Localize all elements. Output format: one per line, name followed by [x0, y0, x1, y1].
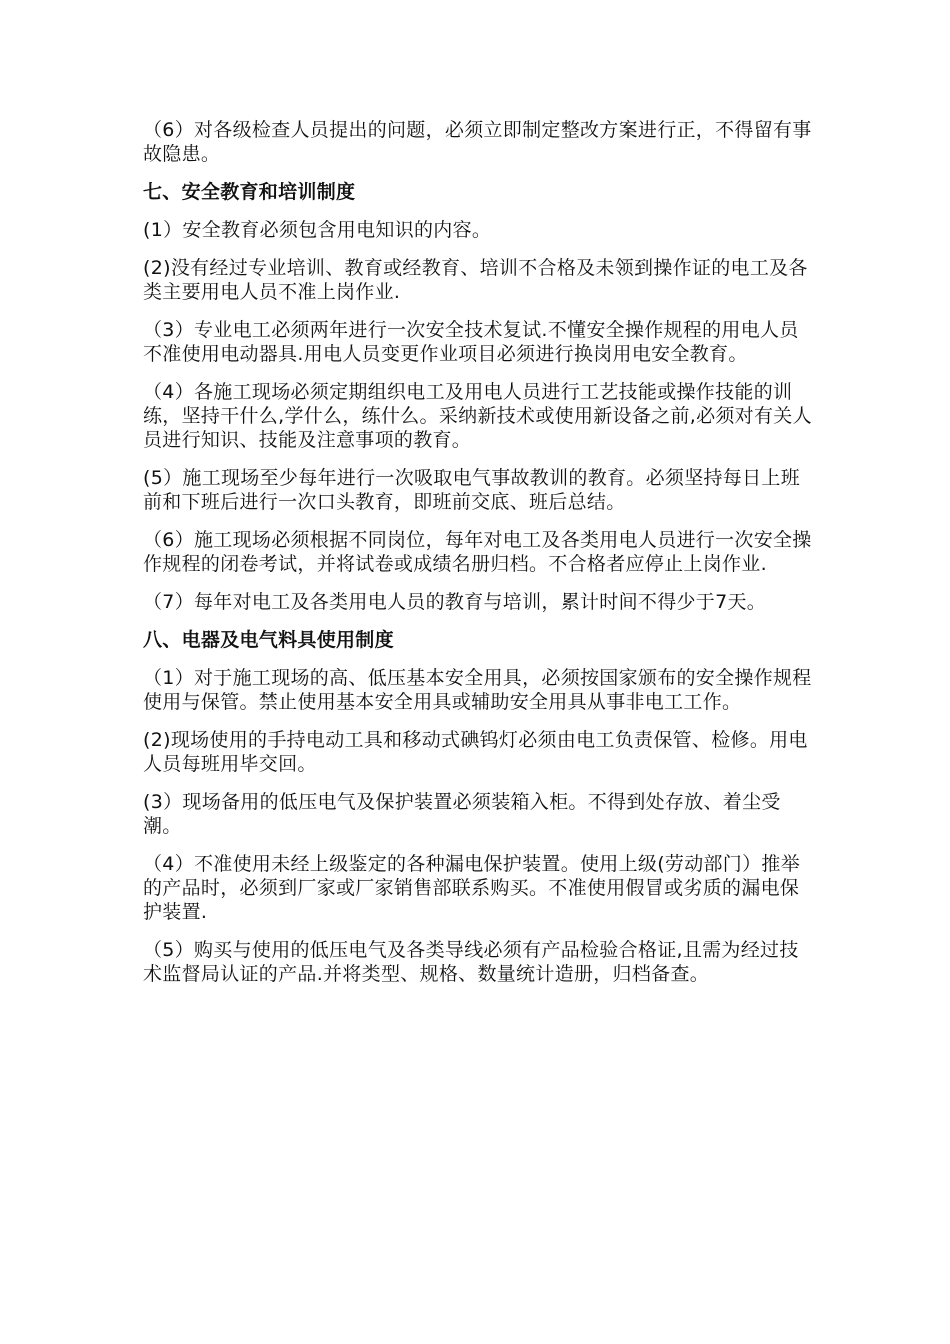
section7-item-3: （3）专业电工必须两年进行一次安全技术复试.不懂安全操作规程的用电人员不准使用电动器具.用电人员变更作业项目必须进行换岗用电安全教育。: [143, 319, 799, 365]
section7-item-7: （7）每年对电工及各类用电人员的教育与培训，累计时间不得少于7天。: [143, 591, 767, 613]
section8-item-3: (3）现场备用的低压电气及保护装置必须装箱入柜。不得到处存放、着尘受潮。: [143, 791, 781, 837]
section8-item-5: （5）购买与使用的低压电气及各类导线必须有产品检验合格证,且需为经过技术监督局认证的产品.并将类型、规格、数量统计造册，归档备查。: [143, 939, 799, 985]
section8-item-4: （4）不准使用未经上级鉴定的各种漏电保护装置。使用上级(劳动部门）推举的产品时，必须到厂家或厂家销售部联系购买。不准使用假冒或劣质的漏电保护装置.: [143, 853, 801, 923]
section7-item-2: (2)没有经过专业培训、教育或经教育、培训不合格及未领到操作证的电工及各类主要用电人员不准上岗作业.: [143, 257, 808, 303]
section-heading-8: 八、电器及电气料具使用制度: [143, 629, 394, 651]
document-page: [143, 118, 815, 1000]
section8-item-2: (2)现场使用的手持电动工具和移动式碘钨灯必须由电工负责保管、检修。用电人员每班用毕交回。: [143, 729, 808, 775]
section7-item-5: (5）施工现场至少每年进行一次吸取电气事故教训的教育。必须坚持每日上班前和下班后进行一次口头教育，即班前交底、班后总结。: [143, 467, 801, 513]
section7-item-4: （4）各施工现场必须定期组织电工及用电人员进行工艺技能或操作技能的训练，坚持干什么,学什么，练什么。采纳新技术或使用新设备之前,必须对有关人员进行知识、技能及注意事项的教育。: [143, 381, 812, 451]
section-heading-7: 七、安全教育和培训制度: [143, 181, 356, 203]
section8-item-1: （1）对于施工现场的高、低压基本安全用具，必须按国家颁布的安全操作规程使用与保管。禁止使用基本安全用具或辅助安全用具从事非电工工作。: [143, 667, 812, 713]
section7-item-6: （6）施工现场必须根据不同岗位，每年对电工及各类用电人员进行一次安全操作规程的闭卷考试，并将试卷或成绩名册归档。不合格者应停止上岗作业.: [143, 529, 812, 575]
section7-item-1: (1）安全教育必须包含用电知识的内容。: [143, 219, 492, 241]
paragraph-6-section6: （6）对各级检查人员提出的问题，必须立即制定整改方案进行正，不得留有事故隐患。: [143, 119, 812, 165]
